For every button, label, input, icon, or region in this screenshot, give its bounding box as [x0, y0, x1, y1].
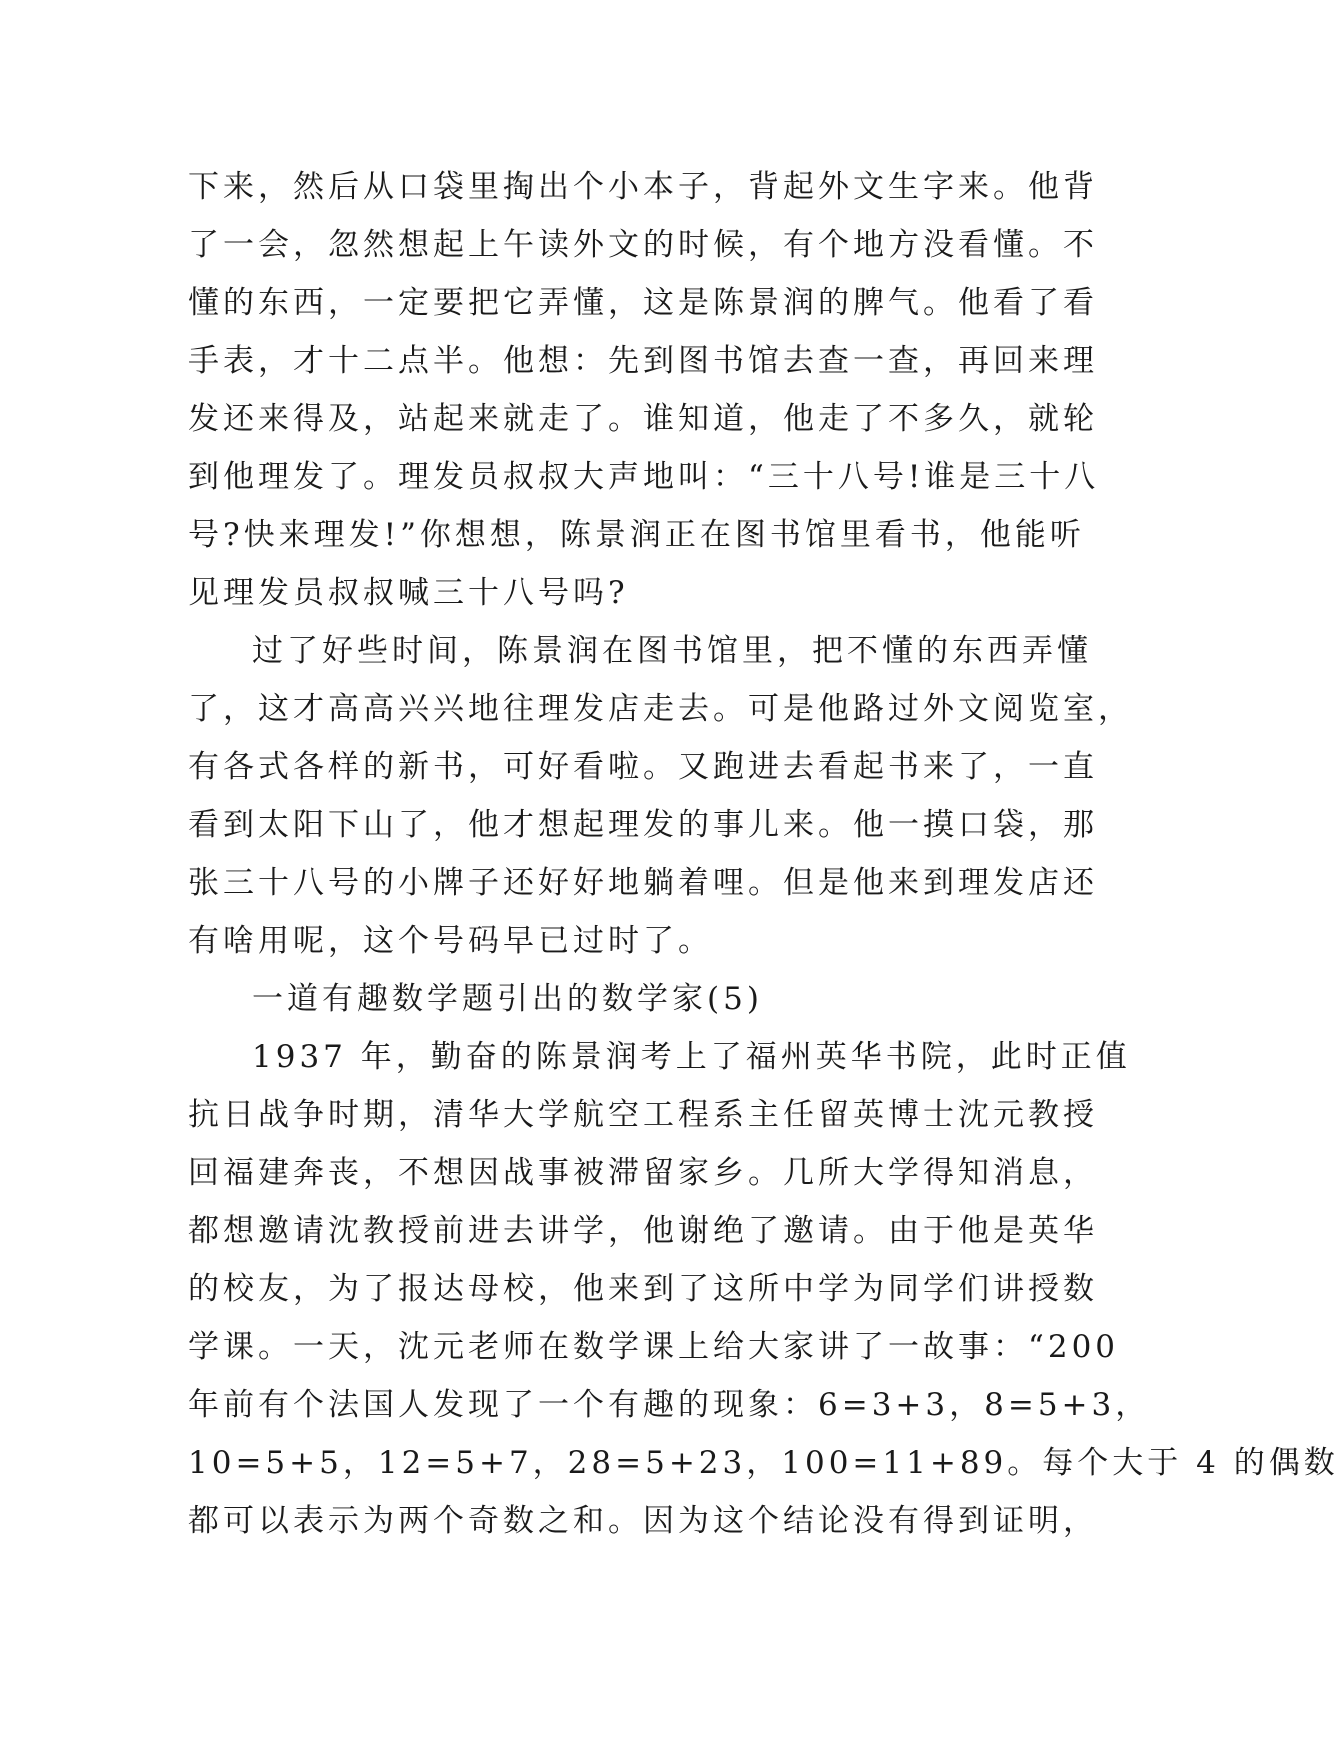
text-line: 1937 年，勤奋的陈景润考上了福州英华书院，此时正值: [252, 1039, 1131, 1075]
text-line: 年前有个法国人发现了一个有趣的现象：6=3+3，8=5+3，: [188, 1387, 1151, 1423]
body-text: [188, 158, 1339, 1550]
text-line: 回福建奔丧，不想因战事被滞留家乡。几所大学得知消息，: [188, 1155, 1098, 1191]
section-title: 一道有趣数学题引出的数学家(5): [252, 981, 763, 1017]
text-line: 都想邀请沈教授前进去讲学，他谢绝了邀请。由于他是英华: [188, 1213, 1098, 1249]
text-line: 了，这才高高兴兴地往理发店走去。可是他路过外文阅览室，: [188, 691, 1133, 727]
text-line: 都可以表示为两个奇数之和。因为这个结论没有得到证明，: [188, 1503, 1098, 1539]
text-line: 有啥用呢，这个号码早已过时了。: [188, 923, 713, 959]
text-line: 号?快来理发!”你想想，陈景润正在图书馆里看书，他能听: [188, 517, 1085, 553]
paragraph-barbershop-wait: [188, 158, 1100, 622]
text-line: 到他理发了。理发员叔叔大声地叫：“三十八号!谁是三十八: [188, 459, 1100, 495]
text-line: 过了好些时间，陈景润在图书馆里，把不懂的东西弄懂: [252, 633, 1092, 669]
text-line: 见理发员叔叔喊三十八号吗?: [188, 575, 629, 611]
text-line: 手表，才十二点半。他想：先到图书馆去查一查，再回来理: [188, 343, 1098, 379]
text-line: 了一会，忽然想起上午读外文的时候，有个地方没看懂。不: [188, 227, 1098, 263]
text-line: 懂的东西，一定要把它弄懂，这是陈景润的脾气。他看了看: [188, 285, 1098, 321]
text-line: 发还来得及，站起来就走了。谁知道，他走了不多久，就轮: [188, 401, 1098, 437]
text-line: 有各式各样的新书，可好看啦。又跑进去看起书来了，一直: [188, 749, 1098, 785]
text-line: 抗日战争时期，清华大学航空工程系主任留英博士沈元教授: [188, 1097, 1098, 1133]
text-line: 的校友，为了报达母校，他来到了这所中学为同学们讲授数: [188, 1271, 1098, 1307]
text-line: 下来，然后从口袋里掏出个小本子，背起外文生字来。他背: [188, 169, 1098, 205]
text-line: 学课。一天，沈元老师在数学课上给大家讲了一故事：“200: [188, 1329, 1120, 1365]
text-line: 看到太阳下山了，他才想起理发的事儿来。他一摸口袋，那: [188, 807, 1098, 843]
text-line: 张三十八号的小牌子还好好地躺着哩。但是他来到理发店还: [188, 865, 1098, 901]
paragraph-1937: [188, 1028, 1339, 1550]
paragraph-library: [188, 622, 1133, 970]
text-line: 10=5+5，12=5+7，28=5+23，100=11+89。每个大于 4 的偶数: [188, 1445, 1339, 1481]
section-heading: [188, 970, 1068, 1028]
